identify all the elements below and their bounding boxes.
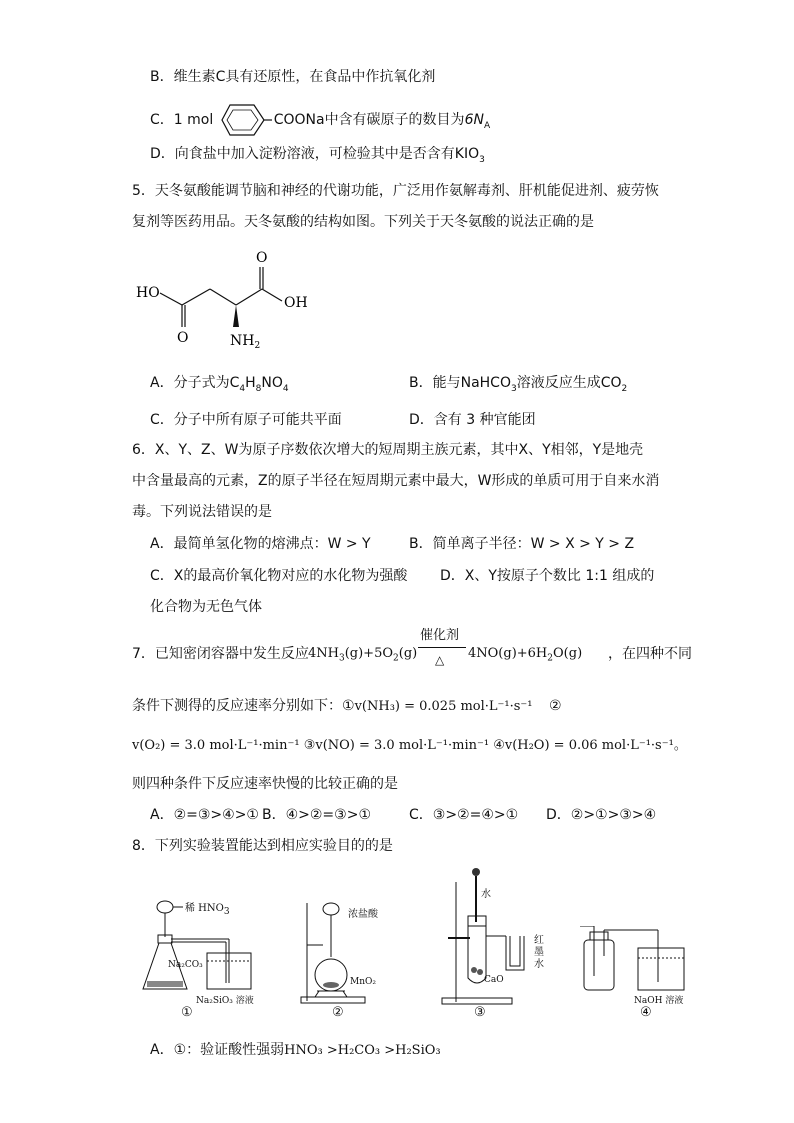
q5-a-text: A．分子式为C xyxy=(150,375,240,391)
q7-r1-text: v(NH₃) = 0.025 mol·L⁻¹·s⁻¹ xyxy=(354,699,533,714)
q8-a-text: A．①：验证酸性强弱 xyxy=(150,1042,285,1058)
q7-r4-text: v(H₂O) = 0.06 mol·L⁻¹·s⁻¹ xyxy=(504,738,674,753)
q6-option-c: C．X的最高价氧化物对应的水化物为强酸 xyxy=(150,568,408,584)
q6-option-d-cont: 化合物为无色气体 xyxy=(150,599,262,615)
q5-stem-line2: 复剂等医药用品。天冬氨酸的结构如图。下列关于天冬氨酸的说法正确的是 xyxy=(132,214,594,230)
q5-a-no: NO xyxy=(261,375,283,391)
app3-number: ③ xyxy=(474,1005,486,1020)
q5-b-pre: B．能与NaHCO xyxy=(409,375,511,391)
q4-d-text: D．向食盐中加入淀粉溶液，可检验其中是否含有KIO xyxy=(150,146,480,162)
app1-number: ① xyxy=(181,1005,193,1020)
q5-a-h: H xyxy=(245,375,256,391)
aspartic-acid-structure xyxy=(130,245,330,355)
app4-number: ④ xyxy=(640,1005,652,1020)
q4-c-value: 6N xyxy=(464,112,484,128)
q4-option-b: B．维生素C具有还原性，在食品中作抗氧化剂 xyxy=(150,69,436,85)
q6-stem-line3: 毒。下列说法错误的是 xyxy=(132,504,272,520)
app1-solution-label: Na₂SiO₃ 溶液 xyxy=(196,996,254,1006)
q7-r4-mark: ④ xyxy=(493,738,505,753)
q7-r2-mark: ② xyxy=(548,698,562,714)
q4-option-d xyxy=(150,144,485,170)
q5-b-post: 溶液反应生成CO xyxy=(516,375,622,391)
q8-option-a xyxy=(150,1040,441,1061)
q4-d-sub: 3 xyxy=(479,154,485,165)
q7-option-a: A．②=③>④>① xyxy=(150,807,259,823)
q5-b-sub2: 2 xyxy=(621,383,628,394)
q5-b-sub: 3 xyxy=(510,383,517,394)
q4-option-c xyxy=(150,103,490,137)
q7-pre: 7．已知密闭容器中发生反应 xyxy=(132,646,309,662)
q7-arrow-line xyxy=(418,647,466,648)
q7-stem-line4: 则四种条件下反应速率快慢的比较正确的是 xyxy=(132,776,398,792)
oh-label: OH xyxy=(284,295,308,311)
q6-option-d: D．X、Y按原子个数比 1:1 组成的 xyxy=(440,568,655,584)
q4-c-sub: A xyxy=(483,120,491,131)
ho-label: HO xyxy=(136,285,160,301)
app4-solution-label: NaOH 溶液 xyxy=(634,996,684,1006)
app2-acid-label: 浓盐酸 xyxy=(348,909,378,920)
q5-stem-line1: 5．天冬氨酸能调节脑和神经的代谢功能，广泛用作氨解毒剂、肝机能促进剂、疲劳恢 xyxy=(132,183,659,199)
q7-r1-mark: ① xyxy=(342,698,355,714)
q7-stem-line2 xyxy=(132,696,562,717)
q6-stem-line1: 6．X、Y、Z、W为原子序数依次增大的短周期主族元素，其中X、Y相邻，Y是地壳 xyxy=(132,442,644,458)
q7-line2-text: 条件下测得的反应速率分别如下： xyxy=(132,698,342,714)
q7-option-b: B．④>②=③>① xyxy=(262,807,371,823)
benzene-ring-icon xyxy=(220,103,272,137)
app1-solid-label: Na₂CO₃ xyxy=(168,960,203,970)
q6-option-a: A．最简单氢化物的熔沸点：W > Y xyxy=(150,536,371,552)
app2-number: ② xyxy=(332,1005,344,1020)
q5-a-sub1: 4 xyxy=(239,383,246,394)
apparatus-4 xyxy=(580,926,690,996)
q5-option-b xyxy=(409,373,627,399)
q7-option-d: D．②>①>③>④ xyxy=(546,807,657,823)
q7-option-c: C．③>②=④>① xyxy=(409,807,519,823)
q7-equation-right: $4NO(g)+6H_2O(g)$ xyxy=(468,646,583,664)
app1-acid-label: 稀 $HNO_3$ xyxy=(185,903,230,917)
app3-solid-label: CaO xyxy=(484,975,504,985)
q4-c-suffix: 中含有碳原子的数目为 xyxy=(324,112,465,128)
q8-stem: 8．下列实验装置能达到相应实验目的的是 xyxy=(132,838,393,854)
q7-catalyst: 催化剂 xyxy=(420,628,460,643)
q7-stem-line3 xyxy=(132,736,687,756)
q7-end: 。 xyxy=(673,738,687,753)
q8-a-formula: HNO₃ >H₂CO₃ >H₂SiO₃ xyxy=(284,1043,441,1058)
q5-a-sub2: 8 xyxy=(255,383,262,394)
q4-c-prefix: C．1 mol xyxy=(150,112,214,128)
q7-r2-text: v(O₂) = 3.0 mol·L⁻¹·min⁻¹ xyxy=(132,738,300,753)
q6-option-b: B．简单离子半径：W > X > Y > Z xyxy=(409,536,635,552)
q5-a-sub3: 4 xyxy=(282,383,289,394)
q7-stem-line1 xyxy=(132,644,309,664)
q5-option-c: C．分子中所有原子可能共平面 xyxy=(150,412,342,428)
q4-c-group: COONa xyxy=(273,112,325,128)
q6-stem-line2: 中含量最高的元素，Z的原子半径在短周期元素中最大，W形成的单质可用于自来水消 xyxy=(132,473,660,489)
app2-solid-label: MnO₂ xyxy=(350,977,376,987)
nh-label: $NH_2$ xyxy=(230,333,261,351)
app3-dye-label: 红墨水 xyxy=(534,935,544,970)
q7-r3-mark: ③ xyxy=(303,738,316,753)
app3-water-label: 水 xyxy=(481,889,491,900)
o-top-label: O xyxy=(256,250,268,266)
q7-equation-left: $4NH_3(g)+5O_2(g)$ xyxy=(308,646,418,664)
q7-r3-text: v(NO) = 3.0 mol·L⁻¹·min⁻¹ xyxy=(315,738,490,753)
q7-line1-post: ，在四种不同 xyxy=(608,646,692,662)
o-bottom-label: O xyxy=(177,330,189,346)
q5-option-a xyxy=(150,373,289,399)
q7-delta: △ xyxy=(435,653,445,667)
q5-option-d: D．含有 3 种官能团 xyxy=(409,412,536,428)
